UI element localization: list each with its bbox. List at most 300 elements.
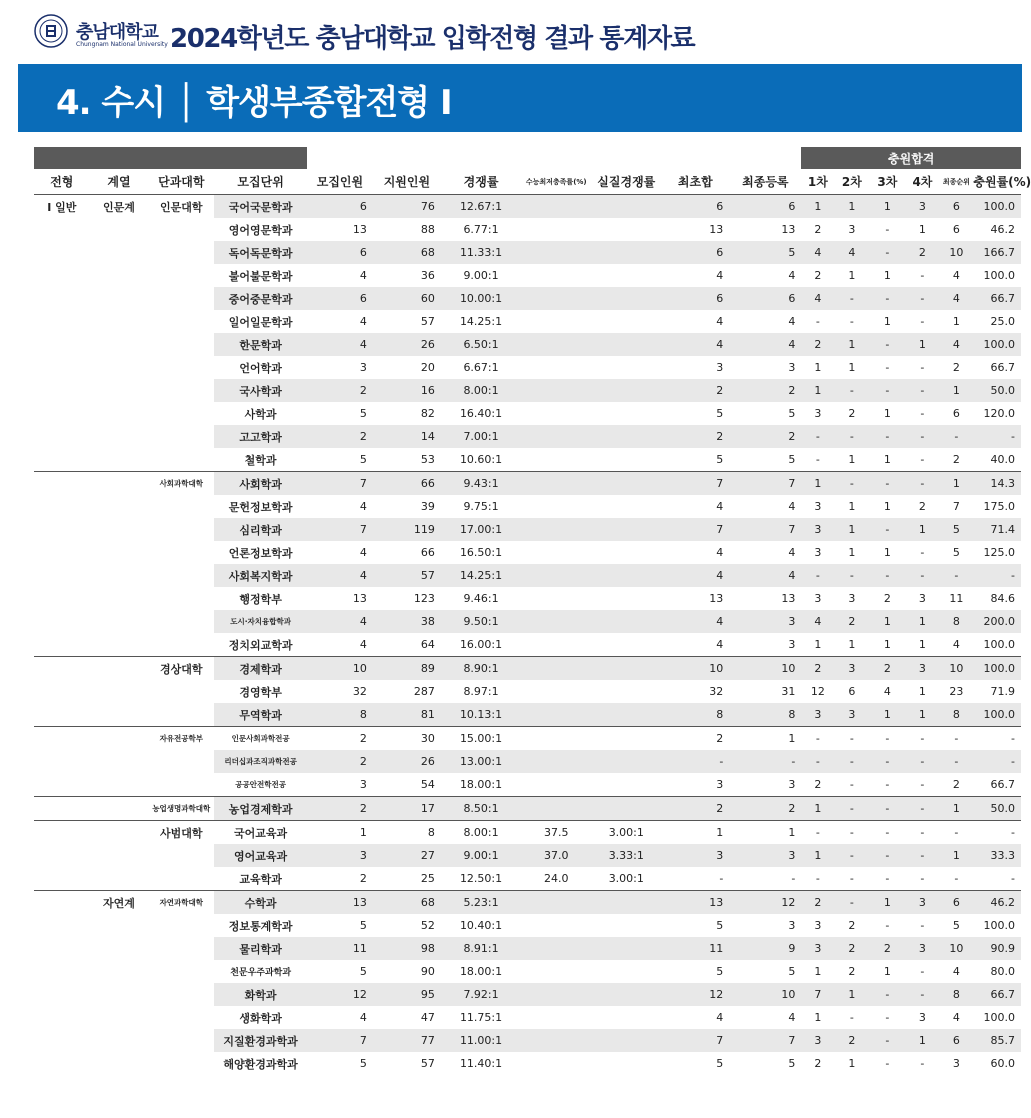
table-cell xyxy=(521,495,591,518)
table-cell: 3.00:1 xyxy=(608,872,644,885)
table-cell: - xyxy=(885,1011,890,1024)
table-cell: 3 xyxy=(905,657,939,681)
table-cell: 2 xyxy=(729,797,801,821)
table-cell: 8.00:1 xyxy=(441,379,521,402)
table-cell xyxy=(521,657,591,681)
table-cell xyxy=(90,495,149,518)
supplementary-admission-header: 충원합격 xyxy=(801,147,1021,169)
table-cell: 50.0 xyxy=(973,797,1021,821)
table-cell xyxy=(591,402,661,425)
table-cell: 1 xyxy=(848,638,856,651)
table-cell xyxy=(591,333,661,356)
table-cell: 1 xyxy=(814,361,822,374)
table-cell xyxy=(591,425,661,448)
table-cell: 5 xyxy=(788,1057,796,1070)
table-cell: 5 xyxy=(359,965,367,978)
table-cell: 1 xyxy=(883,546,891,559)
table-cell xyxy=(148,402,214,425)
table-row xyxy=(34,287,1021,310)
column-header: 4차 xyxy=(905,169,939,195)
table-cell xyxy=(148,218,214,241)
table-cell: 8 xyxy=(939,703,973,727)
table-cell xyxy=(591,587,661,610)
table-cell: 3 xyxy=(834,703,869,727)
table-cell: 23 xyxy=(949,685,964,698)
table-cell: 4 xyxy=(801,610,834,633)
table-cell: 4 xyxy=(834,241,869,264)
table-cell: 4 xyxy=(952,638,960,651)
table-cell: 2 xyxy=(801,657,834,681)
table-cell: 4 xyxy=(716,315,724,328)
table-cell xyxy=(90,773,149,797)
table-cell: - xyxy=(834,425,869,448)
table-cell: 인문계 xyxy=(103,200,135,214)
table-cell xyxy=(148,773,214,797)
table-cell: - xyxy=(920,919,925,932)
table-cell: 39 xyxy=(420,500,435,513)
table-cell: 27 xyxy=(373,844,441,867)
table-cell: 1 xyxy=(869,610,905,633)
table-cell: 2 xyxy=(952,778,960,791)
table-cell: 3.33:1 xyxy=(591,844,661,867)
column-header: 1차 xyxy=(801,169,834,195)
column-header: 모집인원 xyxy=(307,169,373,195)
table-cell: 1 xyxy=(848,269,856,282)
table-row xyxy=(34,564,1021,587)
table-cell: 2 xyxy=(848,407,856,420)
table-cell: 사회복지학과 xyxy=(214,564,307,587)
table-row xyxy=(34,960,1021,983)
table-cell: 4 xyxy=(939,333,973,356)
table-cell xyxy=(34,727,90,751)
table-cell: 10 xyxy=(939,937,973,960)
table-cell xyxy=(521,379,591,402)
table-cell: 경상대학 xyxy=(148,657,214,681)
table-cell xyxy=(521,518,591,541)
table-cell: 2 xyxy=(661,425,729,448)
table-cell: 독어독문학과 xyxy=(214,241,307,264)
table-cell: 66.7 xyxy=(973,287,1021,310)
table-cell: 2 xyxy=(918,500,926,513)
table-cell xyxy=(591,750,661,773)
table-cell xyxy=(34,610,90,633)
table-cell: 3 xyxy=(716,361,724,374)
table-cell: 84.6 xyxy=(990,592,1015,605)
table-cell xyxy=(591,310,661,333)
table-cell xyxy=(90,983,149,1006)
table-cell xyxy=(521,960,591,983)
table-cell: - xyxy=(939,425,973,448)
table-cell: - xyxy=(869,1029,905,1052)
table-cell xyxy=(34,379,90,402)
table-cell: 81 xyxy=(373,703,441,727)
table-cell xyxy=(34,891,90,915)
table-cell xyxy=(521,448,591,472)
table-body xyxy=(34,195,1021,1076)
table-cell: - xyxy=(920,1057,925,1070)
section-title: 4. 수시 │ 학생부종합전형 Ⅰ xyxy=(56,83,452,123)
table-cell: 1 xyxy=(869,195,905,219)
table-cell: 11 xyxy=(307,937,373,960)
table-cell: 자연과학대학 xyxy=(148,891,214,915)
table-row xyxy=(34,218,1021,241)
table-cell xyxy=(521,983,591,1006)
table-cell: - xyxy=(869,750,905,773)
table-cell: 4 xyxy=(359,546,367,559)
table-cell: 행정학부 xyxy=(239,592,282,606)
table-cell: - xyxy=(869,564,905,587)
table-row xyxy=(34,1029,1021,1052)
table-cell xyxy=(34,425,90,448)
table-cell: 3 xyxy=(918,1011,926,1024)
table-cell xyxy=(591,680,661,703)
table-cell xyxy=(521,564,591,587)
table-cell: 8.50:1 xyxy=(441,797,521,821)
table-cell: 4 xyxy=(801,241,834,264)
table-cell: - xyxy=(849,778,854,791)
table-cell xyxy=(148,541,214,564)
table-cell: 5 xyxy=(716,965,724,978)
table-cell: 36 xyxy=(420,269,435,282)
table-cell: - xyxy=(869,983,905,1006)
table-cell: - xyxy=(905,425,939,448)
table-cell xyxy=(521,797,591,821)
table-cell: - xyxy=(939,564,973,587)
table-cell: 8 xyxy=(729,703,801,727)
table-cell: 1 xyxy=(801,844,834,867)
table-cell xyxy=(148,333,214,356)
table-cell xyxy=(591,195,661,219)
table-cell xyxy=(591,1029,661,1052)
table-cell: 85.7 xyxy=(973,1029,1021,1052)
table-cell: 1 xyxy=(918,685,926,698)
table-row xyxy=(34,727,1021,751)
table-cell: 1 xyxy=(848,1057,856,1070)
table-cell: 7 xyxy=(729,472,801,496)
table-cell: - xyxy=(885,919,890,932)
document-title: 2024학년도 충남대학교 입학전형 결과 통계자료 xyxy=(170,24,695,54)
table-cell: 100.0 xyxy=(973,703,1021,727)
table-cell: - xyxy=(973,425,1021,448)
table-cell xyxy=(591,1006,661,1029)
table-cell: - xyxy=(920,872,925,885)
table-cell: 32 xyxy=(709,685,724,698)
table-cell xyxy=(521,333,591,356)
table-cell xyxy=(148,703,214,727)
table-cell: - xyxy=(849,315,854,328)
table-cell: 4 xyxy=(952,965,960,978)
table-cell: 사범대학 xyxy=(148,821,214,845)
table-cell xyxy=(34,495,90,518)
table-cell: 1 xyxy=(814,1011,822,1024)
column-header: 수능최저충족률(%) xyxy=(521,169,591,195)
table-cell: 1 xyxy=(905,610,939,633)
table-cell: 2 xyxy=(307,727,373,751)
table-cell: 3 xyxy=(814,919,822,932)
table-cell xyxy=(34,287,90,310)
table-cell: 5 xyxy=(716,453,724,466)
table-cell: 사학과 xyxy=(244,407,277,421)
table-cell: 1 xyxy=(729,821,801,845)
table-cell: 2 xyxy=(869,657,905,681)
table-cell xyxy=(521,937,591,960)
table-cell: 인문대학 xyxy=(160,200,203,214)
table-cell xyxy=(591,287,661,310)
table-cell xyxy=(34,218,90,241)
table-cell: - xyxy=(905,564,939,587)
table-cell xyxy=(90,310,149,333)
table-cell: 11.00:1 xyxy=(441,1029,521,1052)
table-cell: 11.75:1 xyxy=(459,1011,503,1024)
table-cell: 1 xyxy=(939,472,973,496)
table-cell: 13 xyxy=(709,223,724,236)
table-cell: 9 xyxy=(729,937,801,960)
table-cell: 1 xyxy=(801,472,834,496)
table-cell: 71.9 xyxy=(990,685,1015,698)
column-header: 실질경쟁률 xyxy=(591,169,661,195)
table-cell: 57 xyxy=(373,564,441,587)
table-cell: 14 xyxy=(373,425,441,448)
table-cell: 6 xyxy=(729,287,801,310)
table-cell xyxy=(90,610,149,633)
table-cell: 3 xyxy=(905,195,939,219)
table-cell xyxy=(90,1006,149,1029)
column-header: 최종순위 xyxy=(939,169,973,195)
table-cell: 1 xyxy=(883,407,891,420)
table-row xyxy=(34,310,1021,333)
table-cell xyxy=(90,844,149,867)
table-cell: 16.50:1 xyxy=(459,546,503,559)
table-cell: 95 xyxy=(373,983,441,1006)
table-cell: 교육학과 xyxy=(239,872,282,886)
table-cell: 6 xyxy=(939,891,973,915)
table-cell xyxy=(90,287,149,310)
table-cell: 1 xyxy=(729,727,801,751)
table-cell: 13 xyxy=(781,223,796,236)
table-cell: 119 xyxy=(373,518,441,541)
table-cell: 2 xyxy=(834,1029,869,1052)
table-cell: - xyxy=(834,727,869,751)
table-cell: 6 xyxy=(952,407,960,420)
table-cell xyxy=(34,1006,90,1029)
table-cell xyxy=(34,750,90,773)
table-cell: 5 xyxy=(788,453,796,466)
table-cell: 2 xyxy=(729,425,801,448)
table-cell xyxy=(90,1029,149,1052)
column-header: 충원률(%) xyxy=(973,169,1021,195)
table-cell xyxy=(148,495,214,518)
table-cell: 7 xyxy=(729,518,801,541)
table-cell: 도시·자치융합학과 xyxy=(214,610,307,633)
table-cell: 33.3 xyxy=(973,844,1021,867)
table-cell xyxy=(591,633,661,657)
table-cell: 2 xyxy=(814,1057,822,1070)
table-cell: 4 xyxy=(307,564,373,587)
table-cell: 2 xyxy=(869,937,905,960)
table-cell: 2 xyxy=(814,269,822,282)
table-cell: 4 xyxy=(952,1011,960,1024)
table-cell: 2 xyxy=(834,610,869,633)
table-cell: 8 xyxy=(307,703,373,727)
table-cell xyxy=(90,264,149,287)
table-cell xyxy=(34,867,90,891)
table-cell: 1 xyxy=(834,983,869,1006)
table-cell: 4 xyxy=(716,1011,724,1024)
column-header: 최종등록 xyxy=(729,169,801,195)
table-cell: 40.0 xyxy=(990,453,1015,466)
table-cell: 6 xyxy=(307,241,373,264)
table-cell: 11 xyxy=(949,592,964,605)
table-cell: 6 xyxy=(729,195,801,219)
table-cell: 6.50:1 xyxy=(441,333,521,356)
table-cell: 10 xyxy=(939,241,973,264)
table-cell xyxy=(90,564,149,587)
table-cell xyxy=(90,425,149,448)
table-cell: 2 xyxy=(814,778,822,791)
table-cell xyxy=(148,310,214,333)
table-cell: - xyxy=(869,821,905,845)
table-cell: 25 xyxy=(420,872,435,885)
table-cell: 64 xyxy=(420,638,435,651)
table-row xyxy=(34,1052,1021,1075)
table-cell: 3 xyxy=(918,592,926,605)
table-cell: 76 xyxy=(373,195,441,219)
table-cell: - xyxy=(729,750,801,773)
table-cell xyxy=(521,773,591,797)
table-cell: 5 xyxy=(939,518,973,541)
table-cell: 1 xyxy=(905,333,939,356)
table-cell: - xyxy=(1011,872,1015,885)
table-cell: - xyxy=(815,453,820,466)
table-cell: 3 xyxy=(801,703,834,727)
table-cell: 10 xyxy=(729,657,801,681)
table-cell: 12 xyxy=(810,685,825,698)
table-cell: 77 xyxy=(373,1029,441,1052)
table-cell xyxy=(521,727,591,751)
table-cell: 수학과 xyxy=(214,891,307,915)
table-cell: - xyxy=(815,315,820,328)
table-cell: 1 xyxy=(883,453,891,466)
table-cell: 6 xyxy=(661,195,729,219)
table-cell: 심리학과 xyxy=(214,518,307,541)
table-cell: 14.25:1 xyxy=(459,315,503,328)
table-row xyxy=(34,472,1021,496)
table-cell: 3 xyxy=(834,657,869,681)
table-cell: 2 xyxy=(661,727,729,751)
table-cell: 9.43:1 xyxy=(441,472,521,496)
table-cell xyxy=(34,1052,90,1075)
table-cell: 무역학과 xyxy=(214,703,307,727)
table-cell: 16.00:1 xyxy=(459,638,503,651)
table-cell: 1 xyxy=(918,223,926,236)
table-cell xyxy=(591,218,661,241)
table-cell: - xyxy=(869,287,905,310)
column-header: 최초합 xyxy=(661,169,729,195)
table-row xyxy=(34,425,1021,448)
table-cell: 3 xyxy=(905,937,939,960)
table-cell: 3 xyxy=(716,778,724,791)
table-cell: 2 xyxy=(729,379,801,402)
university-seal-icon xyxy=(34,14,68,48)
table-cell: 영어영문학과 xyxy=(228,223,293,237)
table-cell: 농업경제학과 xyxy=(214,797,307,821)
table-cell: 고고학과 xyxy=(214,425,307,448)
table-cell: 5 xyxy=(716,407,724,420)
table-cell: 6 xyxy=(848,685,856,698)
table-cell xyxy=(148,610,214,633)
table-cell xyxy=(34,356,90,379)
table-cell: 2 xyxy=(661,797,729,821)
table-cell xyxy=(591,518,661,541)
table-cell xyxy=(34,797,90,821)
table-row xyxy=(34,448,1021,472)
table-cell: - xyxy=(834,844,869,867)
table-cell: - xyxy=(905,472,939,496)
table-cell: 26 xyxy=(373,750,441,773)
table-cell: 6 xyxy=(661,287,729,310)
table-cell: 68 xyxy=(373,891,441,915)
table-cell: - xyxy=(905,797,939,821)
table-cell: 7 xyxy=(307,472,373,496)
table-cell: - xyxy=(849,872,854,885)
table-cell xyxy=(90,218,149,241)
table-cell: 5 xyxy=(952,546,960,559)
table-cell: 생화학과 xyxy=(239,1011,282,1025)
logo-name: 충남대학교 xyxy=(76,22,158,43)
table-cell xyxy=(148,241,214,264)
table-cell: 8.97:1 xyxy=(463,685,499,698)
table-cell: 3 xyxy=(788,778,796,791)
table-cell: - xyxy=(869,797,905,821)
table-cell: 4 xyxy=(716,500,724,513)
table-cell: 1 xyxy=(848,453,856,466)
table-row xyxy=(34,657,1021,681)
table-cell: - xyxy=(973,727,1021,751)
table-cell: - xyxy=(869,844,905,867)
table-cell: - xyxy=(920,965,925,978)
table-cell: 6.67:1 xyxy=(463,361,499,374)
table-cell: - xyxy=(905,287,939,310)
table-row xyxy=(34,914,1021,937)
table-cell: 66.7 xyxy=(990,361,1015,374)
table-cell xyxy=(34,310,90,333)
table-cell: 20 xyxy=(420,361,435,374)
table-cell xyxy=(521,1029,591,1052)
table-cell: 경영학부 xyxy=(239,685,282,699)
table-row xyxy=(34,633,1021,657)
table-cell: 중어중문학과 xyxy=(214,287,307,310)
table-cell: 166.7 xyxy=(973,241,1021,264)
table-cell: 5 xyxy=(716,1057,724,1070)
table-cell: 1 xyxy=(883,638,891,651)
table-cell xyxy=(34,680,90,703)
table-cell: - xyxy=(905,844,939,867)
table-cell: 98 xyxy=(373,937,441,960)
table-cell xyxy=(148,356,214,379)
table-cell: - xyxy=(973,821,1021,845)
table-cell xyxy=(90,1052,149,1075)
table-cell xyxy=(90,703,149,727)
table-cell xyxy=(90,867,149,891)
table-row xyxy=(34,844,1021,867)
table-cell: - xyxy=(801,425,834,448)
table-cell: 4 xyxy=(661,610,729,633)
table-cell xyxy=(148,867,214,891)
table-cell: 4 xyxy=(788,315,796,328)
table-cell: 5 xyxy=(359,407,367,420)
table-cell: 3 xyxy=(848,592,856,605)
table-cell: 1 xyxy=(905,518,939,541)
